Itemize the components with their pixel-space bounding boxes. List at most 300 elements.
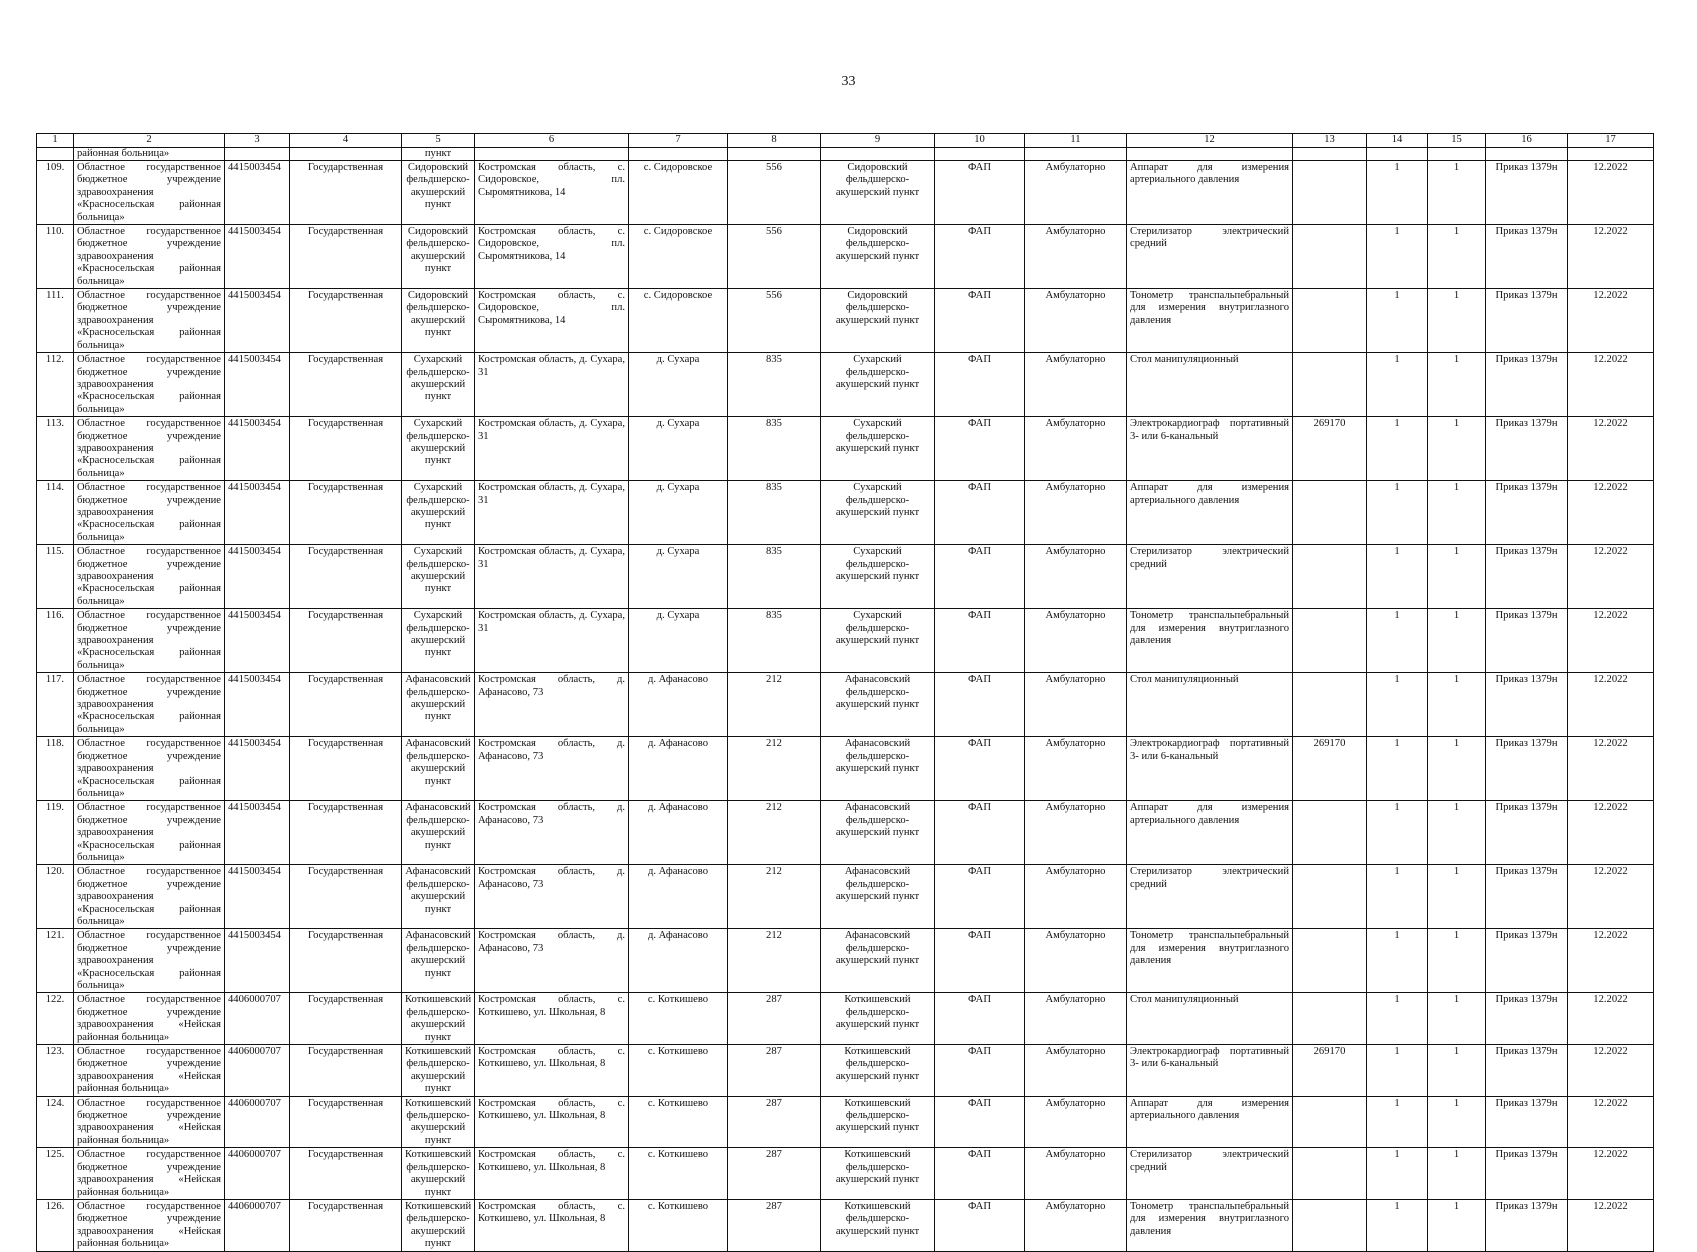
row-number: 117. [37,673,74,737]
delivery-date: 12.2022 [1568,353,1654,417]
equipment-name: Тонометр транспальпебральный для измерения внутриглазного давления [1127,1199,1293,1251]
address: Костромская область, с. Коткишево, ул. Школьная, 8 [475,1096,629,1148]
care-conditions: Амбулаторно [1025,1199,1127,1251]
facility-name: Сидоровский фельдшерско-акушерский пункт [821,225,935,289]
inn-code: 4415003454 [225,609,290,673]
locality: с. Коткишево [629,1148,728,1200]
address: Костромская область, д. Афанасово, 73 [475,737,629,801]
facility-name: Сухарский фельдшерско-акушерский пункт [821,545,935,609]
ownership-form: Государственная [290,609,402,673]
delivery-date: 12.2022 [1568,1199,1654,1251]
row-number: 118. [37,737,74,801]
unit-name: Сухарский фельдшерско-акушерский пункт [402,609,475,673]
delivery-date: 12.2022 [1568,993,1654,1045]
organization-name: Областное государственное бюджетное учреждение здравоохранения «Нейская районная больница» [74,1045,225,1097]
quantity-planned: 1 [1367,289,1428,353]
population: 287 [728,993,821,1045]
quantity-total: 1 [1428,737,1486,801]
ownership-form: Государственная [290,1096,402,1148]
unit-name: Афанасовский фельдшерско-акушерский пункт [402,737,475,801]
care-conditions: Амбулаторно [1025,993,1127,1045]
delivery-date: 12.2022 [1568,801,1654,865]
equipment-name: Аппарат для измерения артериального давления [1127,481,1293,545]
equipment-code [1293,865,1367,929]
quantity-planned: 1 [1367,545,1428,609]
equipment-code: 269170 [1293,417,1367,481]
population: 835 [728,353,821,417]
quantity-planned: 1 [1367,353,1428,417]
facility-name: Сидоровский фельдшерско-акушерский пункт [821,289,935,353]
address: Костромская область, д. Сухара, 31 [475,481,629,545]
quantity-planned: 1 [1367,417,1428,481]
unit-name: Сухарский фельдшерско-акушерский пункт [402,545,475,609]
table-row [37,1148,1654,1200]
care-conditions: Амбулаторно [1025,929,1127,993]
inn-code: 4406000707 [225,993,290,1045]
unit-name: Афанасовский фельдшерско-акушерский пункт [402,673,475,737]
address: Костромская область, д. Афанасово, 73 [475,673,629,737]
care-conditions: Амбулаторно [1025,545,1127,609]
unit-name: Сидоровский фельдшерско-акушерский пункт [402,225,475,289]
locality: с. Сидоровское [629,225,728,289]
table-row [37,993,1654,1045]
equipment-name: Электрокардиограф портативный 3- или 6-канальный [1127,1045,1293,1097]
care-conditions: Амбулаторно [1025,1096,1127,1148]
facility-name: Афанасовский фельдшерско-акушерский пункт [821,673,935,737]
facility-type: ФАП [935,225,1025,289]
care-conditions: Амбулаторно [1025,1148,1127,1200]
organization-name: Областное государственное бюджетное учреждение здравоохранения «Нейская районная больница» [74,1199,225,1251]
quantity-total: 1 [1428,545,1486,609]
quantity-total: 1 [1428,481,1486,545]
regulation-document: Приказ 1379н [1486,1045,1568,1097]
equipment-name: Электрокардиограф портативный 3- или 6-канальный [1127,737,1293,801]
regulation-document: Приказ 1379н [1486,1148,1568,1200]
regulation-document: Приказ 1379н [1486,417,1568,481]
table-row [37,609,1654,673]
table-row [37,353,1654,417]
quantity-total: 1 [1428,865,1486,929]
equipment-name: Стерилизатор электрический средний [1127,225,1293,289]
organization-name: Областное государственное бюджетное учреждение здравоохранения «Нейская районная больница» [74,1096,225,1148]
locality: д. Сухара [629,417,728,481]
facility-name: Коткишевский фельдшерско-акушерский пункт [821,993,935,1045]
delivery-date: 12.2022 [1568,417,1654,481]
organization-name: Областное государственное бюджетное учреждение здравоохранения «Красносельская районная больница» [74,225,225,289]
facility-type: ФАП [935,929,1025,993]
row-number: 124. [37,1096,74,1148]
care-conditions: Амбулаторно [1025,865,1127,929]
quantity-total: 1 [1428,289,1486,353]
unit-name: Афанасовский фельдшерско-акушерский пункт [402,865,475,929]
population: 835 [728,417,821,481]
locality: д. Сухара [629,545,728,609]
locality: д. Афанасово [629,737,728,801]
address: Костромская область, д. Сухара, 31 [475,417,629,481]
table-row [37,289,1654,353]
unit-name: Сухарский фельдшерско-акушерский пункт [402,481,475,545]
unit-name: Коткишевский фельдшерско-акушерский пункт [402,993,475,1045]
facility-type: ФАП [935,417,1025,481]
table-row [37,1096,1654,1148]
quantity-planned: 1 [1367,865,1428,929]
unit-name: Коткишевский фельдшерско-акушерский пункт [402,1148,475,1200]
equipment-name: Стерилизатор электрический средний [1127,1148,1293,1200]
inn-code: 4406000707 [225,1096,290,1148]
organization-name: Областное государственное бюджетное учреждение здравоохранения «Красносельская районная больница» [74,801,225,865]
organization-name: Областное государственное бюджетное учреждение здравоохранения «Красносельская районная больница» [74,481,225,545]
row-number: 114. [37,481,74,545]
row-number: 113. [37,417,74,481]
continuation-org: районная больница» [74,148,225,161]
care-conditions: Амбулаторно [1025,737,1127,801]
regulation-document: Приказ 1379н [1486,1096,1568,1148]
equipment-name: Стол манипуляционный [1127,353,1293,417]
equipment-name: Электрокардиограф портативный 3- или 6-канальный [1127,417,1293,481]
table-row [37,1045,1654,1097]
locality: с. Коткишево [629,1045,728,1097]
inn-code: 4406000707 [225,1199,290,1251]
inn-code: 4415003454 [225,737,290,801]
quantity-planned: 1 [1367,801,1428,865]
facility-type: ФАП [935,1045,1025,1097]
facility-type: ФАП [935,1096,1025,1148]
row-number: 115. [37,545,74,609]
column-number-13: 13 [1293,134,1367,148]
facility-type: ФАП [935,801,1025,865]
table-row [37,417,1654,481]
address: Костромская область, с. Коткишево, ул. Школьная, 8 [475,1199,629,1251]
inn-code: 4415003454 [225,545,290,609]
regulation-document: Приказ 1379н [1486,737,1568,801]
equipment-code: 269170 [1293,1045,1367,1097]
regulation-document: Приказ 1379н [1486,481,1568,545]
equipment-code [1293,1096,1367,1148]
facility-name: Сухарский фельдшерско-акушерский пункт [821,417,935,481]
population: 835 [728,481,821,545]
organization-name: Областное государственное бюджетное учреждение здравоохранения «Красносельская районная больница» [74,545,225,609]
organization-name: Областное государственное бюджетное учреждение здравоохранения «Красносельская районная больница» [74,929,225,993]
delivery-date: 12.2022 [1568,929,1654,993]
population: 212 [728,737,821,801]
address: Костромская область, с. Сидоровское, пл. Сыромятникова, 14 [475,289,629,353]
equipment-name: Стерилизатор электрический средний [1127,865,1293,929]
organization-name: Областное государственное бюджетное учреждение здравоохранения «Красносельская районная больница» [74,865,225,929]
equipment-code [1293,161,1367,225]
regulation-document: Приказ 1379н [1486,673,1568,737]
quantity-planned: 1 [1367,1045,1428,1097]
equipment-name: Аппарат для измерения артериального давления [1127,1096,1293,1148]
delivery-date: 12.2022 [1568,481,1654,545]
population: 556 [728,225,821,289]
row-number: 122. [37,993,74,1045]
equipment-code [1293,801,1367,865]
unit-name: Коткишевский фельдшерско-акушерский пункт [402,1045,475,1097]
quantity-total: 1 [1428,673,1486,737]
address: Костромская область, д. Афанасово, 73 [475,801,629,865]
quantity-total: 1 [1428,929,1486,993]
equipment-name: Тонометр транспальпебральный для измерения внутриглазного давления [1127,289,1293,353]
population: 287 [728,1045,821,1097]
care-conditions: Амбулаторно [1025,161,1127,225]
column-number-10: 10 [935,134,1025,148]
column-number-2: 2 [74,134,225,148]
population: 287 [728,1199,821,1251]
row-number: 123. [37,1045,74,1097]
organization-name: Областное государственное бюджетное учреждение здравоохранения «Красносельская районная больница» [74,609,225,673]
row-number: 112. [37,353,74,417]
quantity-total: 1 [1428,993,1486,1045]
ownership-form: Государственная [290,545,402,609]
ownership-form: Государственная [290,801,402,865]
population: 556 [728,289,821,353]
equipment-table [36,133,1654,1252]
address: Костромская область, с. Коткишево, ул. Школьная, 8 [475,1148,629,1200]
quantity-planned: 1 [1367,481,1428,545]
organization-name: Областное государственное бюджетное учреждение здравоохранения «Красносельская районная больница» [74,353,225,417]
address: Костромская область, д. Сухара, 31 [475,353,629,417]
equipment-code: 269170 [1293,737,1367,801]
table-row [37,225,1654,289]
inn-code: 4415003454 [225,161,290,225]
locality: д. Афанасово [629,673,728,737]
equipment-name: Тонометр транспальпебральный для измерения внутриглазного давления [1127,929,1293,993]
inn-code: 4415003454 [225,865,290,929]
equipment-code [1293,225,1367,289]
organization-name: Областное государственное бюджетное учреждение здравоохранения «Красносельская районная больница» [74,417,225,481]
continuation-row [37,148,1654,161]
row-number: 121. [37,929,74,993]
regulation-document: Приказ 1379н [1486,801,1568,865]
facility-type: ФАП [935,673,1025,737]
address: Костромская область, с. Сидоровское, пл. Сыромятникова, 14 [475,161,629,225]
delivery-date: 12.2022 [1568,545,1654,609]
delivery-date: 12.2022 [1568,673,1654,737]
quantity-planned: 1 [1367,225,1428,289]
facility-name: Афанасовский фельдшерско-акушерский пункт [821,929,935,993]
population: 287 [728,1096,821,1148]
column-number-4: 4 [290,134,402,148]
inn-code: 4415003454 [225,225,290,289]
equipment-code [1293,1148,1367,1200]
facility-name: Коткишевский фельдшерско-акушерский пункт [821,1199,935,1251]
facility-name: Сидоровский фельдшерско-акушерский пункт [821,161,935,225]
facility-type: ФАП [935,609,1025,673]
facility-type: ФАП [935,865,1025,929]
locality: д. Афанасово [629,801,728,865]
inn-code: 4415003454 [225,481,290,545]
column-number-row [37,134,1654,148]
quantity-total: 1 [1428,161,1486,225]
inn-code: 4415003454 [225,801,290,865]
table-row [37,673,1654,737]
facility-name: Афанасовский фельдшерско-акушерский пункт [821,737,935,801]
organization-name: Областное государственное бюджетное учреждение здравоохранения «Красносельская районная больница» [74,673,225,737]
row-number: 119. [37,801,74,865]
delivery-date: 12.2022 [1568,737,1654,801]
row-number: 126. [37,1199,74,1251]
population: 212 [728,673,821,737]
quantity-planned: 1 [1367,1199,1428,1251]
facility-type: ФАП [935,545,1025,609]
population: 212 [728,801,821,865]
quantity-total: 1 [1428,609,1486,673]
facility-name: Коткишевский фельдшерско-акушерский пункт [821,1096,935,1148]
equipment-code [1293,609,1367,673]
population: 556 [728,161,821,225]
page-number: 33 [841,74,856,89]
ownership-form: Государственная [290,289,402,353]
quantity-total: 1 [1428,1045,1486,1097]
facility-name: Коткишевский фельдшерско-акушерский пункт [821,1045,935,1097]
inn-code: 4406000707 [225,1148,290,1200]
unit-name: Коткишевский фельдшерско-акушерский пункт [402,1096,475,1148]
care-conditions: Амбулаторно [1025,417,1127,481]
inn-code: 4415003454 [225,353,290,417]
equipment-code [1293,673,1367,737]
quantity-total: 1 [1428,353,1486,417]
locality: д. Афанасово [629,865,728,929]
table-row [37,1199,1654,1251]
facility-name: Афанасовский фельдшерско-акушерский пункт [821,865,935,929]
regulation-document: Приказ 1379н [1486,353,1568,417]
continuation-unit: пункт [402,148,475,161]
quantity-planned: 1 [1367,673,1428,737]
facility-type: ФАП [935,161,1025,225]
ownership-form: Государственная [290,929,402,993]
equipment-name: Тонометр транспальпебральный для измерения внутриглазного давления [1127,609,1293,673]
ownership-form: Государственная [290,737,402,801]
equipment-code [1293,993,1367,1045]
organization-name: Областное государственное бюджетное учреждение здравоохранения «Нейская районная больница» [74,1148,225,1200]
organization-name: Областное государственное бюджетное учреждение здравоохранения «Красносельская районная больница» [74,737,225,801]
row-number: 120. [37,865,74,929]
delivery-date: 12.2022 [1568,289,1654,353]
table-row [37,481,1654,545]
locality: д. Сухара [629,481,728,545]
facility-name: Афанасовский фельдшерско-акушерский пункт [821,801,935,865]
facility-name: Сухарский фельдшерско-акушерский пункт [821,481,935,545]
unit-name: Сухарский фельдшерско-акушерский пункт [402,353,475,417]
population: 212 [728,865,821,929]
address: Костромская область, с. Коткишево, ул. Школьная, 8 [475,993,629,1045]
inn-code: 4415003454 [225,289,290,353]
regulation-document: Приказ 1379н [1486,225,1568,289]
delivery-date: 12.2022 [1568,1096,1654,1148]
row-number: 116. [37,609,74,673]
facility-type: ФАП [935,1199,1025,1251]
quantity-planned: 1 [1367,1148,1428,1200]
facility-type: ФАП [935,993,1025,1045]
locality: д. Сухара [629,609,728,673]
regulation-document: Приказ 1379н [1486,161,1568,225]
quantity-planned: 1 [1367,737,1428,801]
equipment-code [1293,929,1367,993]
delivery-date: 12.2022 [1568,1045,1654,1097]
organization-name: Областное государственное бюджетное учреждение здравоохранения «Нейская районная больница» [74,993,225,1045]
column-number-7: 7 [629,134,728,148]
column-number-3: 3 [225,134,290,148]
equipment-code [1293,289,1367,353]
ownership-form: Государственная [290,481,402,545]
equipment-name: Стол манипуляционный [1127,993,1293,1045]
table-row [37,929,1654,993]
delivery-date: 12.2022 [1568,609,1654,673]
ownership-form: Государственная [290,1199,402,1251]
locality: с. Коткишево [629,993,728,1045]
inn-code: 4415003454 [225,417,290,481]
table-row [37,865,1654,929]
column-number-12: 12 [1127,134,1293,148]
row-number: 111. [37,289,74,353]
ownership-form: Государственная [290,1045,402,1097]
population: 212 [728,929,821,993]
quantity-planned: 1 [1367,1096,1428,1148]
column-number-14: 14 [1367,134,1428,148]
locality: д. Афанасово [629,929,728,993]
quantity-planned: 1 [1367,609,1428,673]
column-number-6: 6 [475,134,629,148]
regulation-document: Приказ 1379н [1486,289,1568,353]
inn-code: 4415003454 [225,929,290,993]
column-number-8: 8 [728,134,821,148]
quantity-total: 1 [1428,417,1486,481]
row-number: 110. [37,225,74,289]
table-row [37,801,1654,865]
facility-type: ФАП [935,737,1025,801]
ownership-form: Государственная [290,1148,402,1200]
table-row [37,545,1654,609]
regulation-document: Приказ 1379н [1486,865,1568,929]
row-number: 109. [37,161,74,225]
address: Костромская область, д. Афанасово, 73 [475,929,629,993]
care-conditions: Амбулаторно [1025,353,1127,417]
locality: с. Коткишево [629,1096,728,1148]
facility-type: ФАП [935,289,1025,353]
unit-name: Сидоровский фельдшерско-акушерский пункт [402,289,475,353]
ownership-form: Государственная [290,417,402,481]
ownership-form: Государственная [290,225,402,289]
care-conditions: Амбулаторно [1025,801,1127,865]
delivery-date: 12.2022 [1568,161,1654,225]
locality: д. Сухара [629,353,728,417]
regulation-document: Приказ 1379н [1486,609,1568,673]
equipment-name: Аппарат для измерения артериального давления [1127,801,1293,865]
ownership-form: Государственная [290,161,402,225]
inn-code: 4406000707 [225,1045,290,1097]
facility-type: ФАП [935,1148,1025,1200]
quantity-total: 1 [1428,1199,1486,1251]
quantity-total: 1 [1428,225,1486,289]
table-row [37,737,1654,801]
equipment-code [1293,481,1367,545]
column-number-16: 16 [1486,134,1568,148]
equipment-code [1293,353,1367,417]
regulation-document: Приказ 1379н [1486,1199,1568,1251]
regulation-document: Приказ 1379н [1486,545,1568,609]
column-number-15: 15 [1428,134,1486,148]
table-row [37,161,1654,225]
address: Костромская область, д. Сухара, 31 [475,609,629,673]
column-number-11: 11 [1025,134,1127,148]
organization-name: Областное государственное бюджетное учреждение здравоохранения «Красносельская районная больница» [74,289,225,353]
equipment-code [1293,1199,1367,1251]
facility-name: Сухарский фельдшерско-акушерский пункт [821,609,935,673]
population: 287 [728,1148,821,1200]
address: Костромская область, д. Сухара, 31 [475,545,629,609]
delivery-date: 12.2022 [1568,1148,1654,1200]
equipment-name: Аппарат для измерения артериального давления [1127,161,1293,225]
